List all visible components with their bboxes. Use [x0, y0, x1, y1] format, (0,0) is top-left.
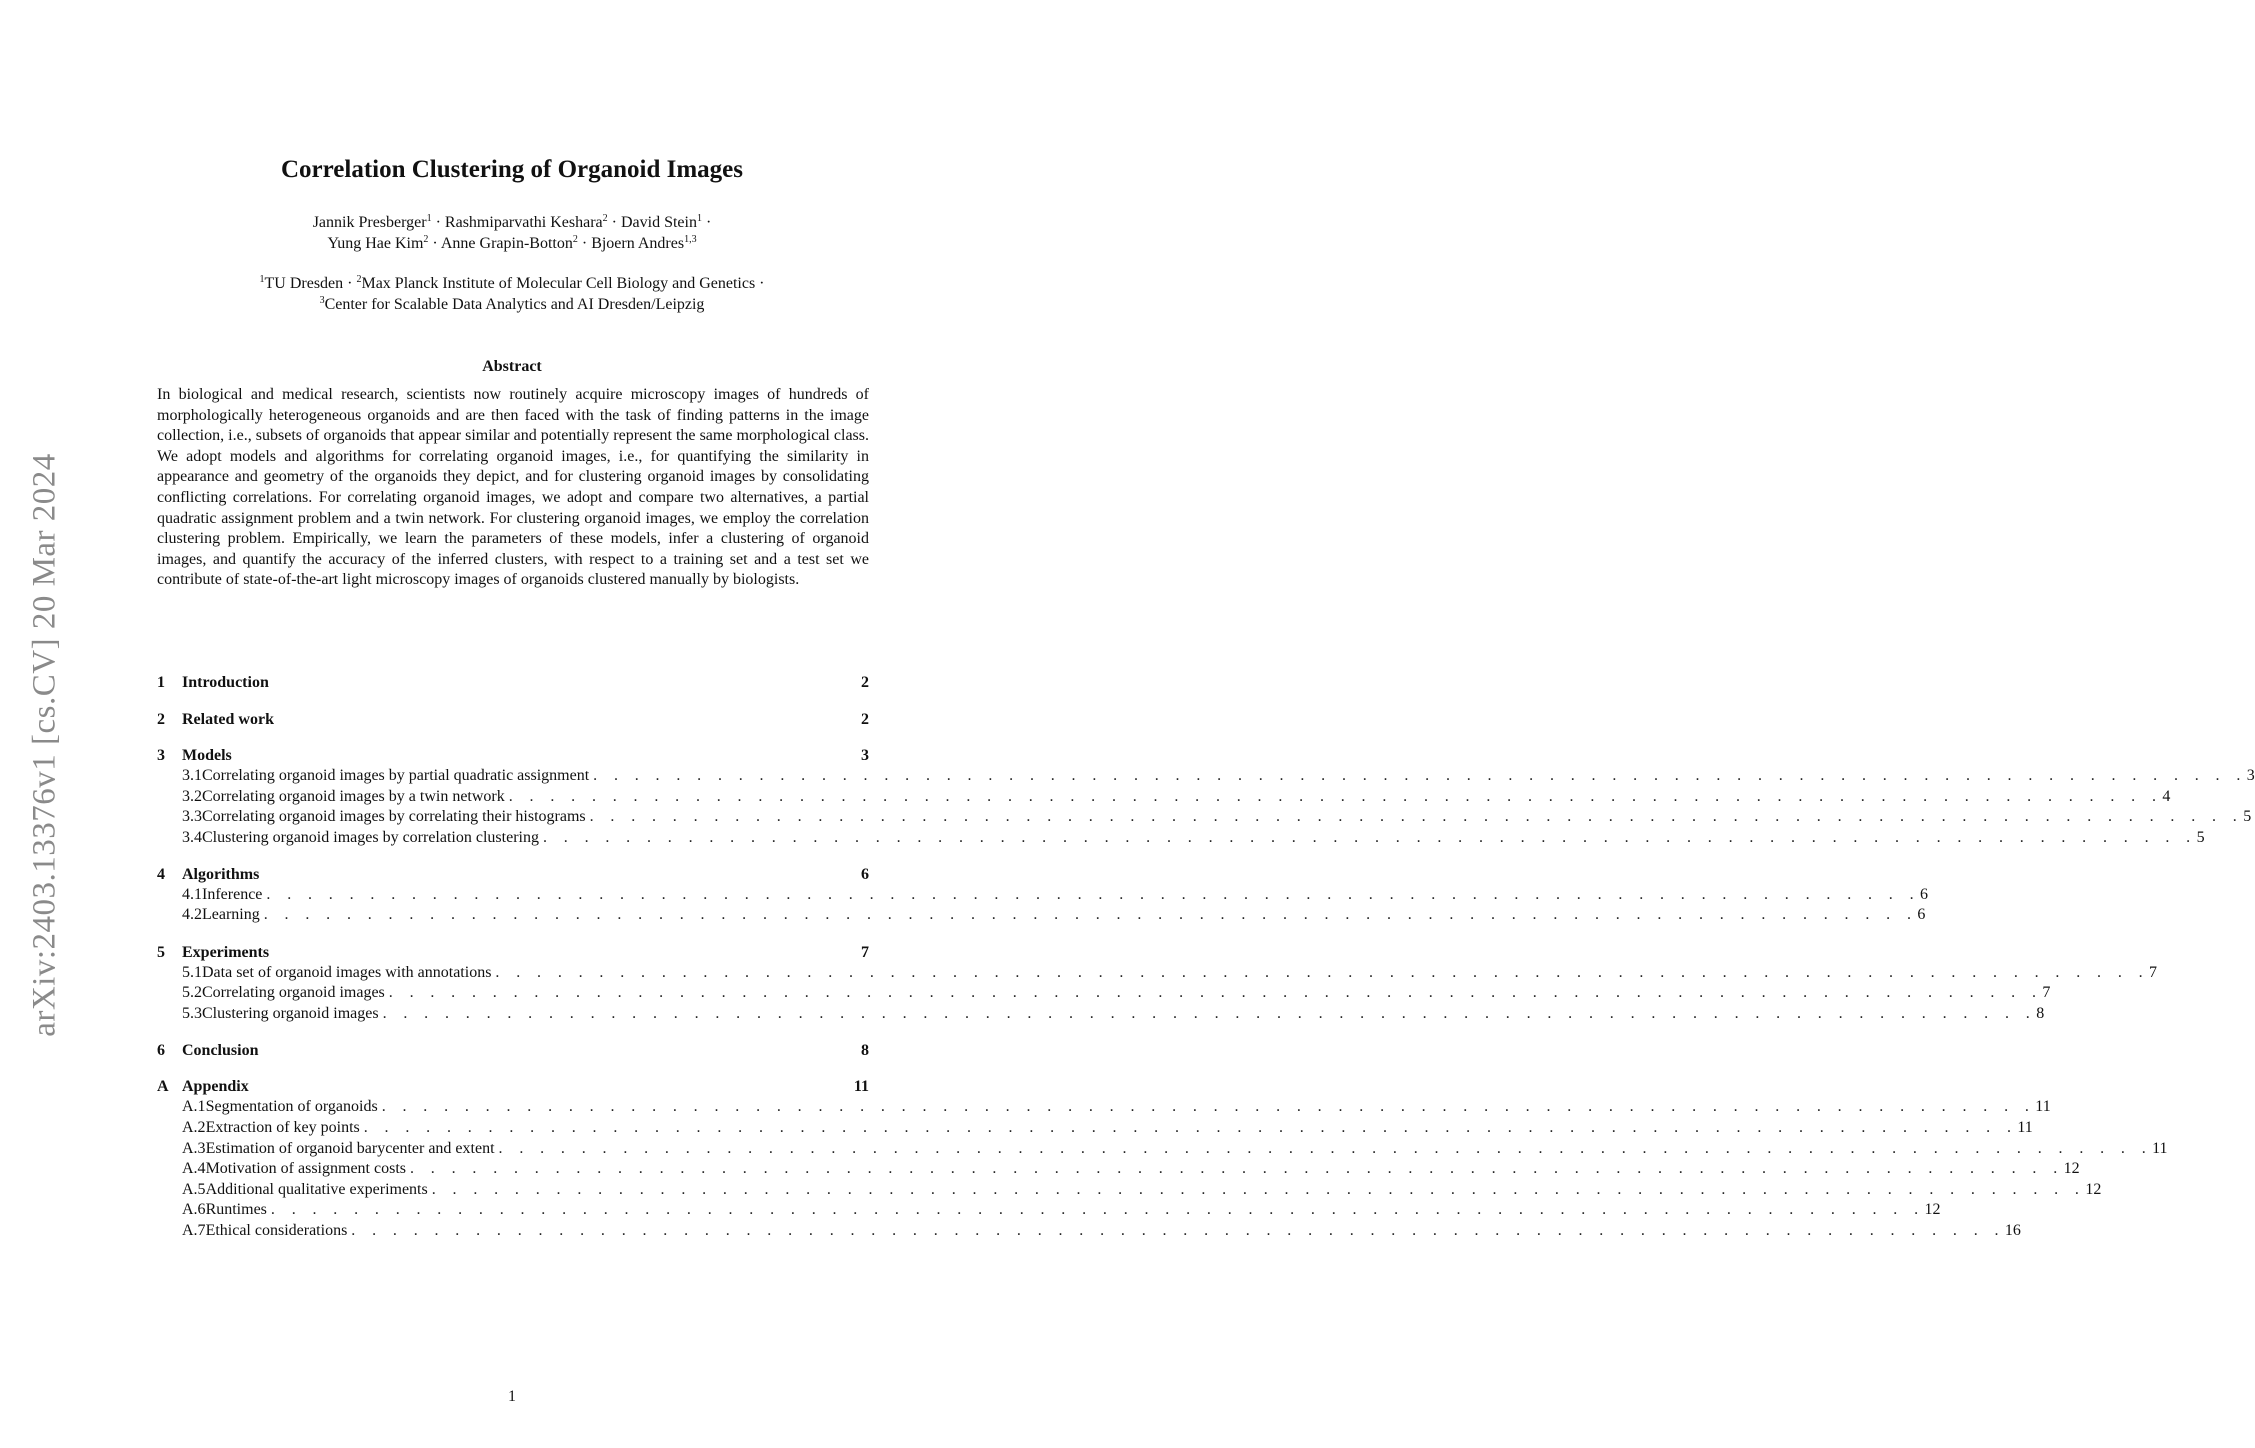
toc-section-entry[interactable]	[157, 672, 869, 693]
toc-leader-dots: . . . . . . . . . . . . . . . . . . . . . . . . . . . . . . . . . . . . . . . . . . . . . . . . . . . . . . . . . . . . . . . . . . . . . . . . . . . . . . . .	[495, 963, 2150, 981]
author-affiliation-mark: 2	[602, 213, 608, 224]
table-of-contents	[157, 672, 2255, 1257]
toc-subsection-page: 16	[2004, 1221, 2021, 1239]
toc-section-page: 8	[861, 1041, 869, 1059]
toc-leader-dots: . . . . . . . . . . . . . . . . . . . . . . . . . . . . . . . . . . . . . . . . . . . . . . . . . . . . . . . . . . . . . . . . . . . . . . . . . . . . . . . .	[589, 808, 2244, 826]
author-line-1: Jannik Presberger$^1$ · Rashmiparvathi Keshara$^2$ · David Stein$^1$ ·	[312, 213, 712, 231]
toc-subsection-title: Correlating organoid images by a twin network	[202, 787, 505, 805]
toc-section-number: 5	[157, 943, 165, 961]
toc-subsection-number: 3.2	[182, 787, 202, 805]
author-affiliation-mark: 2	[572, 234, 578, 245]
toc-section	[157, 942, 2158, 1025]
toc-leader-dots: . . . . . . . . . . . . . . . . . . . . . . . . . . . . . . . . . . . . . . . . . . . . . . . . . . . . . . . . . . . . . . . . . . . . . . . . . . . . . . . .	[410, 1160, 2064, 1178]
toc-subsection-page: 6	[1920, 885, 1928, 903]
toc-subsection-title: Correlating organoid images by correlating their histograms	[202, 808, 586, 826]
toc-leader-dots: . . . . . . . . . . . . . . . . . . . . . . . . . . . . . . . . . . . . . . . . . . . . . . . . . . . . . . . . . . . . . . . . . . . . . . . . . . . . . . . .	[381, 1098, 2036, 1116]
toc-subsection-title: Inference	[202, 885, 263, 903]
affiliation-name: TU Dresden	[264, 275, 344, 292]
toc-subsection-number: A.1	[182, 1098, 206, 1116]
toc-subsection-number: 3.1	[182, 767, 202, 784]
toc-subsection-number: 5.1	[182, 963, 202, 981]
toc-subsection-title: Correlating organoid images by partial quadratic assignment	[202, 767, 590, 784]
toc-subsection-page: 3	[2246, 767, 2255, 784]
toc-section	[157, 672, 869, 693]
toc-subsection-page: 5	[2196, 828, 2205, 846]
toc-section-number: 2	[157, 710, 165, 728]
author-affiliation-mark: 1,3	[684, 234, 697, 245]
toc-section-number: 4	[157, 865, 165, 883]
toc-subsection-title: Motivation of assignment costs	[205, 1160, 406, 1178]
toc-subsection-entry[interactable]	[157, 828, 2205, 849]
toc-section-page: 11	[853, 1078, 869, 1096]
page-number: 1	[508, 1388, 516, 1405]
toc-subsection-number: 4.2	[182, 906, 202, 924]
toc-section-entry[interactable]	[157, 942, 869, 963]
author-line-2: Yung Hae Kim$^2$ · Anne Grapin-Botton$^2$ · Bjoern Andres$^{1,3}$	[327, 234, 697, 252]
toc-leader-dots: . . . . . . . . . . . . . . . . . . . . . . . . . . . . . . . . . . . . . . . . . . . . . . . . . . . . . . . . . . . . . . . . . . . . . . . . . . . . . . . .	[431, 1180, 2086, 1198]
toc-subsection-entry[interactable]	[157, 1200, 1941, 1221]
toc-subsection-number: A.4	[182, 1160, 206, 1178]
toc-subsection-page: 12	[2063, 1160, 2080, 1178]
toc-subsection-entry[interactable]	[157, 1139, 2168, 1160]
author-name: Yung Hae Kim	[327, 235, 424, 252]
toc-subsection-page: 11	[2017, 1118, 2033, 1136]
toc-subsection-number: 3.3	[182, 808, 202, 826]
toc-subsection-page: 7	[2149, 963, 2158, 981]
toc-subsection-title: Clustering organoid images	[202, 1004, 379, 1022]
toc-subsection-number: 5.3	[182, 1004, 202, 1022]
toc-leader-dots: . . . . . . . . . . . . . . . . . . . . . . . . . . . . . . . . . . . . . . . . . . . . . . . . . . . . . . . . . . . . . . . . . . . . . . . . . . . . . . . .	[498, 1139, 2153, 1157]
author-affiliation-mark: 1	[426, 213, 432, 224]
toc-subsection-entry[interactable]	[157, 983, 2051, 1004]
toc-subsection-page: 12	[2085, 1180, 2102, 1198]
toc-section-number: 6	[157, 1041, 165, 1059]
toc-subsection-page: 12	[1924, 1201, 1941, 1219]
toc-subsection-entry[interactable]	[157, 766, 2255, 787]
toc-subsection-page: 7	[2042, 984, 2051, 1002]
toc-subsection-page: 11	[2152, 1139, 2168, 1157]
abstract-heading: Abstract	[482, 358, 542, 375]
toc-subsection-entry[interactable]	[157, 1004, 2045, 1025]
toc-section-title: Experiments	[182, 943, 270, 961]
arxiv-identifier: arXiv:2403.13376v1 [cs.CV] 20 Mar 2024	[26, 453, 63, 1037]
toc-leader-dots: . . . . . . . . . . . . . . . . . . . . . . . . . . . . . . . . . . . . . . . . . . . . . . . . . . . . . . . . . . . . . . . . . . . . . . . . . . . . . . . .	[388, 984, 2043, 1002]
toc-leader-dots: . . . . . . . . . . . . . . . . . . . . . . . . . . . . . . . . . . . . . . . . . . . . . . . . . . . . . . . . . . . . . . . . . . . . . . . . . . . . . . . .	[593, 767, 2247, 784]
author-name: Jannik Presberger	[312, 214, 427, 231]
toc-section-entry[interactable]	[157, 1076, 869, 1097]
toc-section-page: 2	[861, 674, 869, 691]
author-name: David Stein	[620, 214, 697, 231]
toc-subsection-number: A.3	[182, 1139, 206, 1157]
toc-subsection-page: 6	[1917, 906, 1926, 924]
toc-leader-dots: . . . . . . . . . . . . . . . . . . . . . . . . . . . . . . . . . . . . . . . . . . . . . . . . . . . . . . . . . . . . . . . . . . . . . . . . . . . . . . . .	[382, 1004, 2037, 1022]
toc-subsection-entry[interactable]	[157, 1159, 2080, 1180]
toc-section-title: Models	[182, 747, 232, 764]
toc-subsection-entry[interactable]	[157, 1097, 2051, 1118]
toc-subsection-entry[interactable]	[157, 885, 1928, 906]
toc-subsection-number: 5.2	[182, 984, 202, 1002]
toc-subsection-number: 4.1	[182, 885, 202, 903]
toc-subsection-title: Learning	[202, 906, 260, 924]
toc-leader-dots: . . . . . . . . . . . . . . . . . . . . . . . . . . . . . . . . . . . . . . . . . . . . . . . . . . . . . . . . . . . . . . . . . . . . . . . . . . . . . . . .	[263, 906, 1918, 924]
toc-subsection-page: 5	[2243, 808, 2252, 826]
toc-leader-dots: . . . . . . . . . . . . . . . . . . . . . . . . . . . . . . . . . . . . . . . . . . . . . . . . . . . . . . . . . . . . . . . . . . . . . . . . . . . . . . . .	[351, 1221, 2005, 1239]
toc-section-page: 3	[861, 747, 869, 764]
toc-section-entry[interactable]	[157, 745, 869, 766]
toc-subsection-title: Clustering organoid images by correlation clustering	[202, 828, 539, 846]
author-name: Anne Grapin-Botton	[440, 235, 573, 252]
toc-section-page: 2	[861, 710, 869, 728]
toc-subsection-number: 3.4	[182, 828, 202, 846]
toc-subsection-title: Estimation of organoid barycenter and extent	[205, 1139, 495, 1157]
toc-subsection-entry[interactable]	[157, 963, 2158, 984]
toc-subsection-title: Data set of organoid images with annotations	[202, 963, 492, 981]
toc-leader-dots: . . . . . . . . . . . . . . . . . . . . . . . . . . . . . . . . . . . . . . . . . . . . . . . . . . . . . . . . . . . . . . . . . . . . . . . . . . . . . . . .	[508, 787, 2163, 805]
toc-section-page: 6	[861, 865, 869, 883]
toc-subsection-title: Additional qualitative experiments	[205, 1180, 428, 1198]
author-list	[0, 212, 1024, 254]
author-name: Bjoern Andres	[591, 235, 685, 252]
paper-title: Correlation Clustering of Organoid Images	[280, 156, 743, 183]
toc-section-entry[interactable]	[157, 1040, 869, 1061]
toc-subsection-entry[interactable]	[157, 1221, 2021, 1242]
toc-section-title: Related work	[182, 710, 274, 728]
affiliation-mark: 3	[319, 295, 325, 306]
toc-leader-dots: . . . . . . . . . . . . . . . . . . . . . . . . . . . . . . . . . . . . . . . . . . . . . . . . . . . . . . . . . . . . . . . . . . . . . . . . . . . . . . . .	[270, 1201, 1925, 1219]
toc-section	[157, 709, 869, 730]
affiliation-name: Max Planck Institute of Molecular Cell Biology and Genetics	[361, 275, 756, 292]
author-name: Rashmiparvathi Keshara	[444, 214, 603, 231]
toc-subsection-title: Ethical considerations	[205, 1221, 348, 1239]
author-affiliation-mark: 2	[423, 234, 429, 245]
toc-subsection-number: A.7	[182, 1221, 206, 1239]
toc-section	[157, 1076, 2168, 1241]
toc-subsection-entry[interactable]	[157, 1118, 2033, 1139]
toc-leader-dots: . . . . . . . . . . . . . . . . . . . . . . . . . . . . . . . . . . . . . . . . . . . . . . . . . . . . . . . . . . . . . . . . . . . . . . . . . . . . . . . .	[363, 1118, 2018, 1136]
toc-section	[157, 1040, 869, 1061]
toc-section-title: Conclusion	[182, 1041, 259, 1059]
toc-section-page: 7	[861, 943, 869, 961]
abstract-text: In biological and medical research, scientists now routinely acquire microscopy images of hundreds of morphologically heterogeneous organoids and are then faced with the task of finding patterns in the image collection, i.e., subsets of organoids that appear similar and potentially represent the same morphological class. We adopt models and algorithms for correlating organoid images, i.e., for quantifying the similarity in appearance and geometry of the organoids they depict, and for clustering organoid images by consolidating conflicting correlations. For correlating organoid images, we adopt and compare two alternatives, a partial quadratic assignment problem and a twin network. For clustering organoid images, we employ the correlation clustering problem. Empirically, we learn the parameters of these models, infer a clustering of organoid images, and quantify the accuracy of the inferred clusters, with respect to a training set and a test set we contribute of state-of-the-art light microscopy images of organoids clustered manually by biologists.	[157, 386, 869, 589]
toc-subsection-number: A.6	[182, 1201, 206, 1219]
toc-leader-dots: . . . . . . . . . . . . . . . . . . . . . . . . . . . . . . . . . . . . . . . . . . . . . . . . . . . . . . . . . . . . . . . . . . . . . . . . . . . . . . . .	[542, 828, 2197, 846]
toc-subsection-title: Runtimes	[205, 1201, 267, 1219]
toc-subsection-entry[interactable]	[157, 1180, 2102, 1201]
toc-subsection-title: Extraction of key points	[205, 1118, 360, 1136]
toc-section-number: 1	[157, 674, 165, 691]
affiliation-mark: 1	[259, 274, 265, 285]
affiliation-name: Center for Scalable Data Analytics and AI Dresden/Leipzig	[324, 296, 705, 313]
toc-section-entry[interactable]	[157, 709, 869, 730]
toc-subsection-entry[interactable]	[157, 905, 1926, 926]
toc-section-number: A	[157, 1078, 169, 1096]
toc-subsection-number: A.2	[182, 1118, 206, 1136]
toc-subsection-title: Segmentation of organoids	[205, 1098, 378, 1116]
toc-subsection-page: 11	[2035, 1098, 2051, 1116]
toc-section-title: Appendix	[182, 1078, 249, 1096]
toc-subsection-page: 8	[2036, 1004, 2045, 1022]
toc-subsection-page: 4	[2162, 787, 2171, 805]
affiliation-mark: 2	[356, 274, 362, 285]
toc-subsection-entry[interactable]	[157, 807, 2252, 828]
affiliation-list	[0, 273, 1024, 315]
toc-section-number: 3	[157, 747, 165, 764]
affiliation-line-2	[0, 294, 1024, 315]
toc-subsection-number: A.5	[182, 1180, 206, 1198]
toc-leader-dots: . . . . . . . . . . . . . . . . . . . . . . . . . . . . . . . . . . . . . . . . . . . . . . . . . . . . . . . . . . . . . . . . . . . . . . . . . . . . . . . .	[266, 885, 1920, 903]
author-affiliation-mark: 1	[696, 213, 702, 224]
toc-subsection-entry[interactable]	[157, 787, 2171, 808]
toc-subsection-title: Correlating organoid images	[202, 984, 385, 1002]
toc-section-entry[interactable]	[157, 864, 869, 885]
toc-section-title: Introduction	[182, 674, 269, 691]
toc-section	[157, 745, 2255, 848]
toc-section-title: Algorithms	[182, 865, 260, 883]
affiliation-line-1: $^1$TU Dresden · $^2$Max Planck Institute of Molecular Cell Biology and Genetics ·	[259, 274, 765, 292]
toc-section	[157, 864, 1928, 926]
